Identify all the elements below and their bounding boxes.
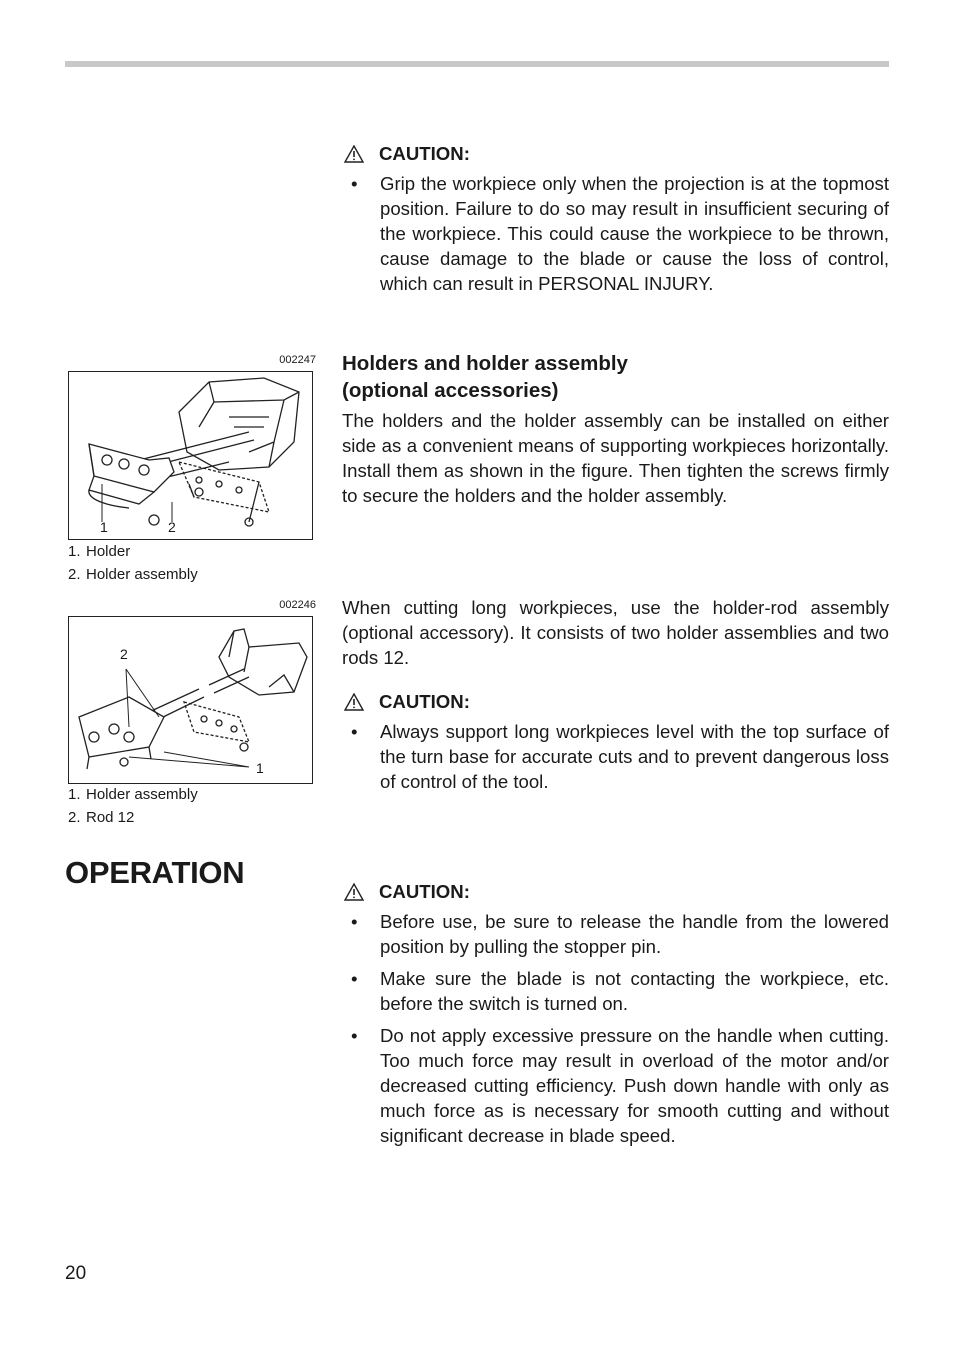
caution-bullet: • Make sure the blade is not contacting the workpiece, etc. before the switch is turned on.	[342, 966, 889, 1016]
holder-illustration	[69, 372, 311, 538]
caution-label: CAUTION:	[379, 881, 470, 902]
caution-bullet: • Grip the workpiece only when the projection is at the topmost position. Failure to do so may result in insufficient securing of the workpiece. This could cause the workpiece to be thrown, cause damage to the blade or cause the loss of control, which can result in PERSONAL INJURY.	[342, 171, 889, 296]
callout-label: 2	[168, 519, 176, 535]
holder-rod-illustration	[69, 617, 311, 782]
section-title-line1: Holders and holder assembly	[342, 352, 628, 375]
caution-label: CAUTION:	[379, 691, 470, 712]
caution-block-2	[342, 690, 889, 794]
callout-label: 1	[100, 519, 108, 535]
figure-frame	[68, 616, 313, 784]
figure-1-legend	[68, 540, 198, 586]
caution-heading	[342, 690, 889, 714]
legend-item: 1. Holder	[68, 543, 131, 560]
figure-frame	[68, 371, 313, 540]
page-number: 20	[65, 1263, 87, 1284]
holder-rod-body: When cutting long workpieces, use the holder-rod assembly (optional accessory). It consists of two holder assemblies and two rods 12.	[342, 597, 889, 668]
holder-rod-paragraph	[342, 595, 889, 670]
legend-item: 2. Rod 12	[68, 809, 135, 826]
header-rule	[65, 61, 889, 67]
holders-body: The holders and the holder assembly can be installed on either side as a convenient means of supporting workpieces horizontally. Install them as shown in the figure. Then tighten the screws firmly to secure the holders and the holder assembly.	[342, 410, 889, 506]
legend-item: 2. Holder assembly	[68, 566, 198, 583]
warning-triangle-icon	[344, 145, 364, 163]
caution-bullet: • Always support long workpieces level with the top surface of the turn base for accurate cuts and to prevent dangerous loss of control of the tool.	[342, 719, 889, 794]
operation-heading: OPERATION	[65, 855, 245, 890]
figure-2-legend	[68, 783, 198, 829]
caution-block-1	[342, 142, 889, 296]
callout-label: 2	[120, 646, 128, 662]
callout-label: 1	[256, 760, 264, 776]
section-title-line2: (optional accessories)	[342, 379, 559, 402]
figure-1	[68, 354, 316, 544]
figure-code: 002246	[279, 599, 316, 611]
legend-item: 1. Holder assembly	[68, 786, 198, 803]
caution-heading	[342, 142, 889, 166]
figure-2	[68, 599, 316, 789]
warning-triangle-icon	[344, 693, 364, 711]
caution-heading	[342, 880, 889, 904]
caution-bullet: • Before use, be sure to release the handle from the lowered position by pulling the stopper pin.	[342, 909, 889, 959]
caution-block-3	[342, 880, 889, 1148]
holders-section	[342, 350, 889, 508]
warning-triangle-icon	[344, 883, 364, 901]
figure-code: 002247	[279, 354, 316, 366]
caution-bullet: • Do not apply excessive pressure on the handle when cutting. Too much force may result in overload of the motor and/or decreased cutting efficiency. Push down handle with only as much force as is necessary for smooth cutting and without significant decrease in blade speed.	[342, 1023, 889, 1148]
caution-label: CAUTION:	[379, 143, 470, 164]
